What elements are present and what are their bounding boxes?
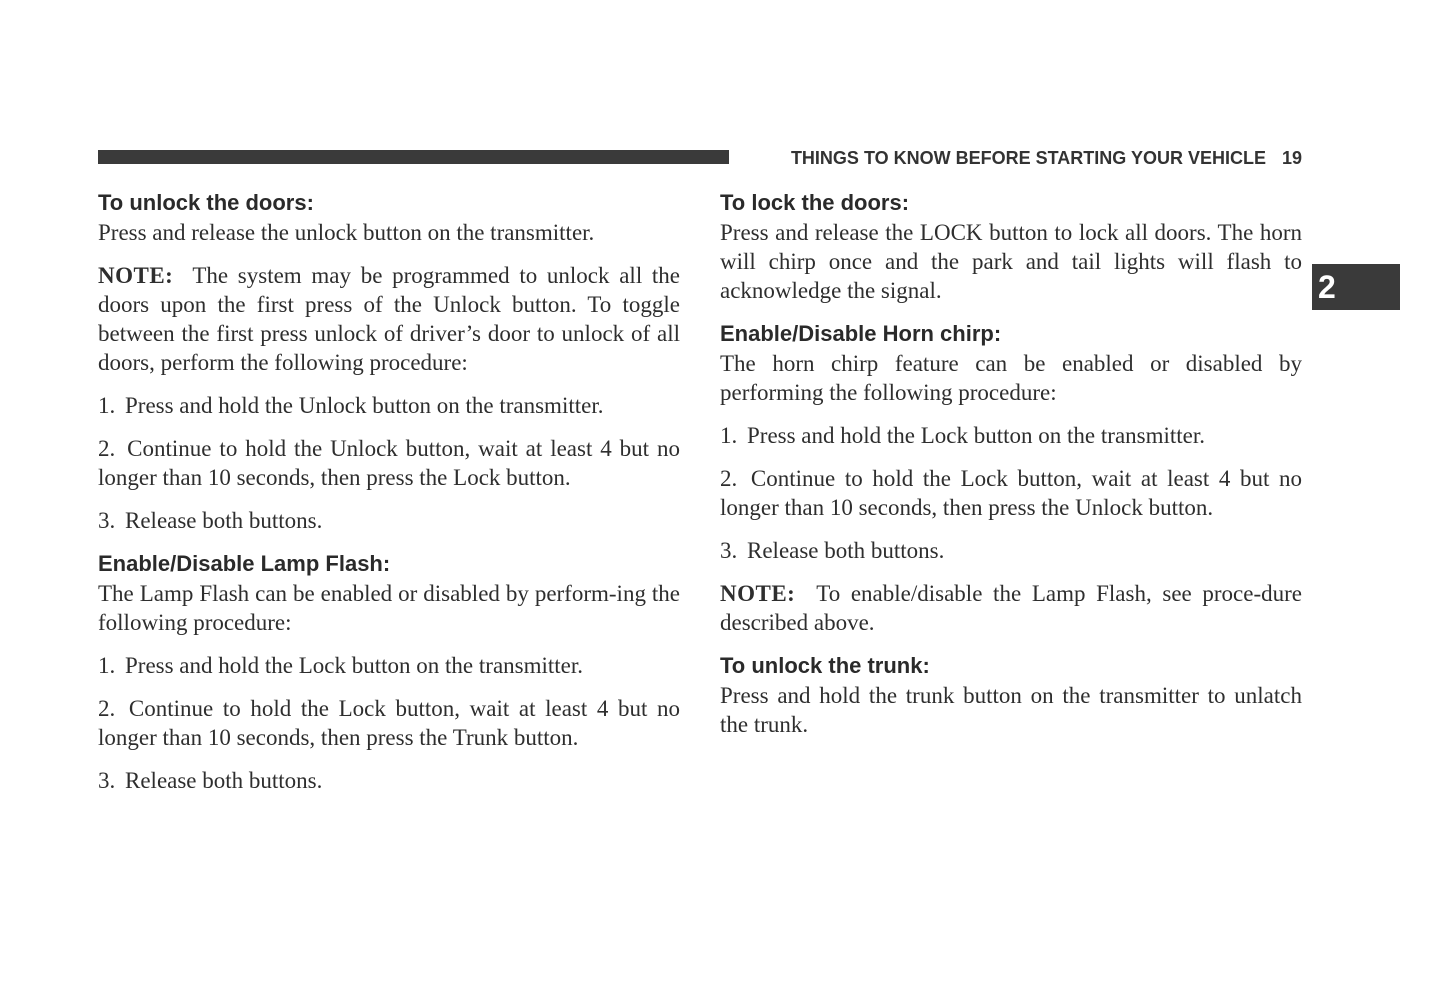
unlock-step-2: [98, 434, 680, 492]
step-number: 2.: [720, 466, 738, 491]
step-number: 1.: [98, 393, 116, 418]
step-text: Release both buttons.: [125, 768, 323, 793]
note-text: The system may be programmed to unlock all the doors upon the first press of the Unlock button. To toggle between the first press unlock of driver’s door to unlock of all doors, perform the following procedure:: [98, 263, 681, 375]
page-number: 19: [1281, 148, 1302, 168]
lamp-flash-heading: Enable/Disable Lamp Flash:: [98, 551, 391, 576]
lock-doors-body: Press and release the LOCK button to lock all doors. The horn will chirp once and the park and tail lights will flash to acknowledge the signal.: [720, 220, 1302, 303]
right-column: [720, 188, 1302, 753]
step-text: Press and hold the Lock button on the transmitter.: [125, 653, 584, 678]
step-number: 3.: [720, 538, 738, 563]
step-text: Continue to hold the Unlock button, wait at least 4 but no longer than 10 seconds, then press the Lock button.: [98, 436, 680, 490]
unlock-doors-heading: To unlock the doors:: [98, 190, 314, 215]
step-number: 2.: [98, 696, 116, 721]
step-text: Continue to hold the Lock button, wait at least 4 but no longer than 10 seconds, then press the Unlock button.: [720, 466, 1303, 520]
step-text: Press and hold the Lock button on the transmitter.: [747, 423, 1206, 448]
step-number: 1.: [98, 653, 116, 678]
lamp-flash-body: The Lamp Flash can be enabled or disabled by perform-ing the following procedure:: [98, 581, 680, 635]
chapter-tab: 2: [1312, 264, 1400, 310]
unlock-doors-body: Press and release the unlock button on the transmitter.: [98, 220, 595, 245]
left-column: [98, 188, 680, 809]
unlock-trunk-heading: To unlock the trunk:: [720, 653, 930, 678]
step-number: 3.: [98, 508, 116, 533]
lamp-step-3: [98, 766, 680, 795]
lamp-step-1: [98, 651, 680, 680]
horn-chirp-heading: Enable/Disable Horn chirp:: [720, 321, 1002, 346]
horn-step-2: [720, 464, 1302, 522]
running-title: THINGS TO KNOW BEFORE STARTING YOUR VEHICLE: [790, 148, 1266, 168]
horn-step-1: [720, 421, 1302, 450]
note-text: To enable/disable the Lamp Flash, see proce-dure described above.: [720, 581, 1302, 635]
horn-chirp-body: The horn chirp feature can be enabled or disabled by performing the following procedure:: [720, 351, 1302, 405]
unlock-trunk-body: Press and hold the trunk button on the transmitter to unlatch the trunk.: [720, 683, 1302, 737]
step-text: Continue to hold the Lock button, wait at least 4 but no longer than 10 seconds, then press the Trunk button.: [98, 696, 681, 750]
step-text: Release both buttons.: [747, 538, 945, 563]
note-unlock: [98, 261, 680, 377]
step-text: Press and hold the Unlock button on the transmitter.: [125, 393, 604, 418]
horn-step-3: [720, 536, 1302, 565]
note-label: NOTE:: [720, 581, 796, 606]
unlock-step-3: [98, 506, 680, 535]
note-label: NOTE:: [98, 263, 174, 288]
note-lamp-flash: [720, 579, 1302, 637]
step-text: Release both buttons.: [125, 508, 323, 533]
running-header: [744, 147, 1302, 169]
unlock-step-1: [98, 391, 680, 420]
header-rule-bar: [98, 150, 729, 164]
step-number: 3.: [98, 768, 116, 793]
step-number: 1.: [720, 423, 738, 448]
lock-doors-heading: To lock the doors:: [720, 190, 910, 215]
lamp-step-2: [98, 694, 680, 752]
step-number: 2.: [98, 436, 116, 461]
